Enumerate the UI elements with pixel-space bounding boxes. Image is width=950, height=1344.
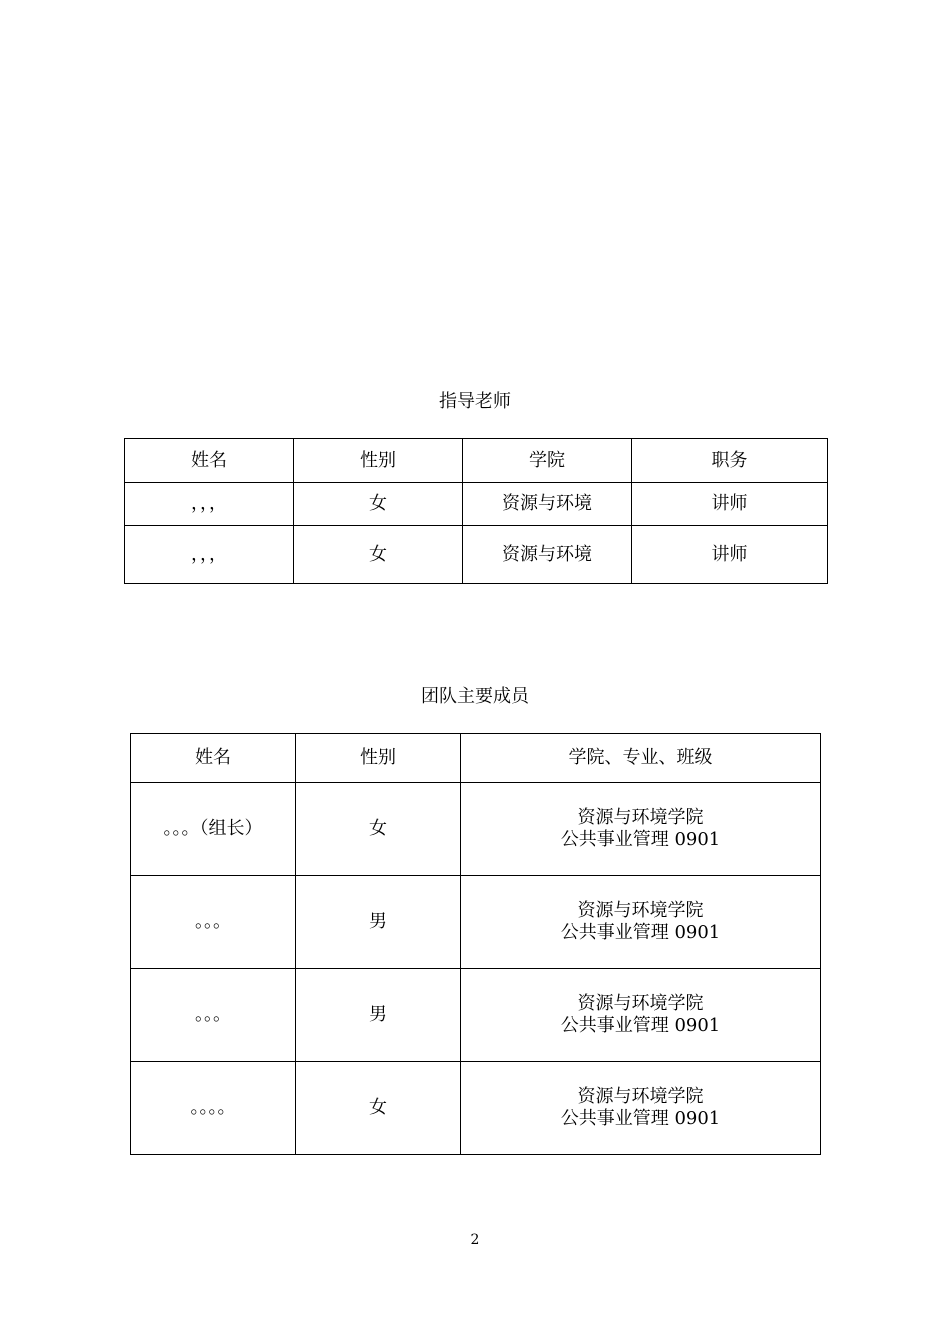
team-header-name: 姓名	[131, 734, 296, 783]
table-row	[131, 1062, 821, 1155]
advisor-header-name: 姓名	[125, 439, 294, 483]
member-major-class: 公共事业管理 0901	[560, 1108, 721, 1129]
member-name: 。。。	[131, 876, 296, 969]
advisor-header-position: 职务	[632, 439, 828, 483]
advisor-gender: 女	[294, 483, 463, 526]
member-gender: 女	[296, 1062, 461, 1155]
member-college: 资源与环境学院	[577, 993, 704, 1014]
advisor-name: ，，，	[125, 483, 294, 526]
table-row	[131, 876, 821, 969]
team-header-college-major-class: 学院、专业、班级	[461, 734, 821, 783]
advisor-college: 资源与环境	[463, 526, 632, 584]
table-row	[125, 483, 828, 526]
advisor-header-gender: 性别	[294, 439, 463, 483]
team-section-title: 团队主要成员	[421, 686, 529, 707]
advisor-table-header	[125, 439, 828, 483]
advisor-position: 讲师	[632, 483, 828, 526]
member-name: 。。。（组长）	[131, 783, 296, 876]
team-table	[130, 733, 821, 1155]
team-header-gender: 性别	[296, 734, 461, 783]
team-table-header	[131, 734, 821, 783]
member-name: 。。。。	[131, 1062, 296, 1155]
member-college: 资源与环境学院	[577, 1086, 704, 1107]
table-row	[131, 783, 821, 876]
member-major-class: 公共事业管理 0901	[560, 1015, 721, 1036]
member-gender: 男	[296, 876, 461, 969]
member-college: 资源与环境学院	[577, 807, 704, 828]
member-name: 。。。	[131, 969, 296, 1062]
member-gender: 女	[296, 783, 461, 876]
member-affiliation	[461, 1062, 821, 1155]
member-major-class: 公共事业管理 0901	[560, 829, 721, 850]
member-college: 资源与环境学院	[577, 900, 704, 921]
advisor-section-title: 指导老师	[439, 391, 511, 412]
advisor-gender: 女	[294, 526, 463, 584]
advisor-college: 资源与环境	[463, 483, 632, 526]
member-major-class: 公共事业管理 0901	[560, 922, 721, 943]
advisor-position: 讲师	[632, 526, 828, 584]
advisor-header-college: 学院	[463, 439, 632, 483]
member-affiliation	[461, 876, 821, 969]
page-number: 2	[470, 1232, 480, 1248]
advisor-name: ，，，	[125, 526, 294, 584]
member-affiliation	[461, 969, 821, 1062]
member-gender: 男	[296, 969, 461, 1062]
table-row	[131, 969, 821, 1062]
advisor-table	[124, 438, 828, 584]
table-row	[125, 526, 828, 584]
member-affiliation	[461, 783, 821, 876]
